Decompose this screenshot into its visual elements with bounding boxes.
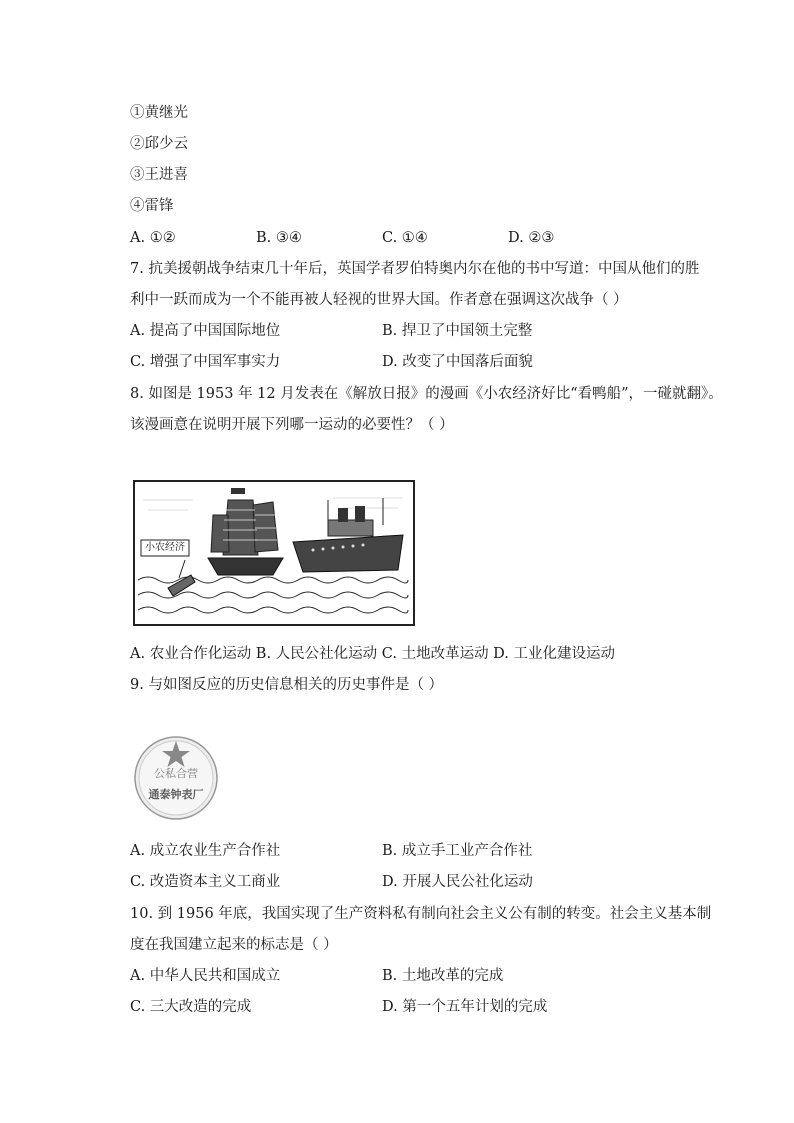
badge-image xyxy=(133,735,219,821)
q7-option-c: C. 增强了中国军事实力 xyxy=(130,354,281,370)
q10-option-a: A. 中华人民共和国成立 xyxy=(130,968,281,984)
q9-option-c: C. 改造资本主义工商业 xyxy=(130,874,281,890)
q10-option-c: C. 三大改造的完成 xyxy=(130,999,252,1015)
q6-option-b: B. ③④ xyxy=(256,230,302,246)
q9-stem-line-1: 9. 与如图反应的历史信息相关的历史事件是（ ） xyxy=(130,677,444,693)
q9-option-a: A. 成立农业生产合作社 xyxy=(130,843,281,859)
q6-option-a: A. ①② xyxy=(130,230,176,246)
q9-option-b: B. 成立手工业产合作社 xyxy=(382,843,533,859)
q6-item-2: ②邱少云 xyxy=(130,136,188,152)
cartoon-image xyxy=(133,480,415,626)
q10-option-b: B. 土地改革的完成 xyxy=(382,968,504,984)
q6-option-c: C. ①④ xyxy=(382,230,428,246)
q10-option-d: D. 第一个五年计划的完成 xyxy=(382,999,548,1015)
q7-option-b: B. 捍卫了中国领土完整 xyxy=(382,323,533,339)
q6-item-1: ①黄继光 xyxy=(130,105,188,121)
q7-stem-line-1: 7. 抗美援朝战争结束几十年后，英国学者罗伯特奥内尔在他的书中写道：中国从他们的胜 xyxy=(130,261,700,277)
q9-option-d: D. 开展人民公社化运动 xyxy=(382,874,533,890)
q8-stem-line-1: 8. 如图是 1953 年 12 月发表在《解放日报》的漫画《小农经济好比“看鸭船”，一碰就翻》。 xyxy=(130,386,723,402)
q7-stem-line-2: 利中一跃而成为一个不能再被人轻视的世界大国。作者意在强调这次战争（ ） xyxy=(130,292,628,308)
q7-option-a: A. 提高了中国国际地位 xyxy=(130,323,281,339)
q10-stem-line-2: 度在我国建立起来的标志是（ ） xyxy=(130,937,338,953)
q6-option-d: D. ②③ xyxy=(508,230,555,246)
badge-bottom-text: 通泰钟表厂 xyxy=(148,788,204,801)
q6-item-3: ③王进喜 xyxy=(130,167,188,183)
q6-item-4: ④雷锋 xyxy=(130,198,174,214)
q8-stem-line-2: 该漫画意在说明开展下列哪一运动的必要性？（ ） xyxy=(130,417,454,433)
badge-top-text: 公私合营 xyxy=(154,767,198,780)
q7-option-d: D. 改变了中国落后面貌 xyxy=(382,354,533,370)
cartoon-label: 小农经济 xyxy=(145,542,185,553)
q10-stem-line-1: 10. 到 1956 年底，我国实现了生产资料私有制向社会主义公有制的转变。社会主义基本制 xyxy=(130,906,712,922)
q8-options: A. 农业合作化运动 B. 人民公社化运动 C. 土地改革运动 D. 工业化建设运动 xyxy=(130,646,616,662)
